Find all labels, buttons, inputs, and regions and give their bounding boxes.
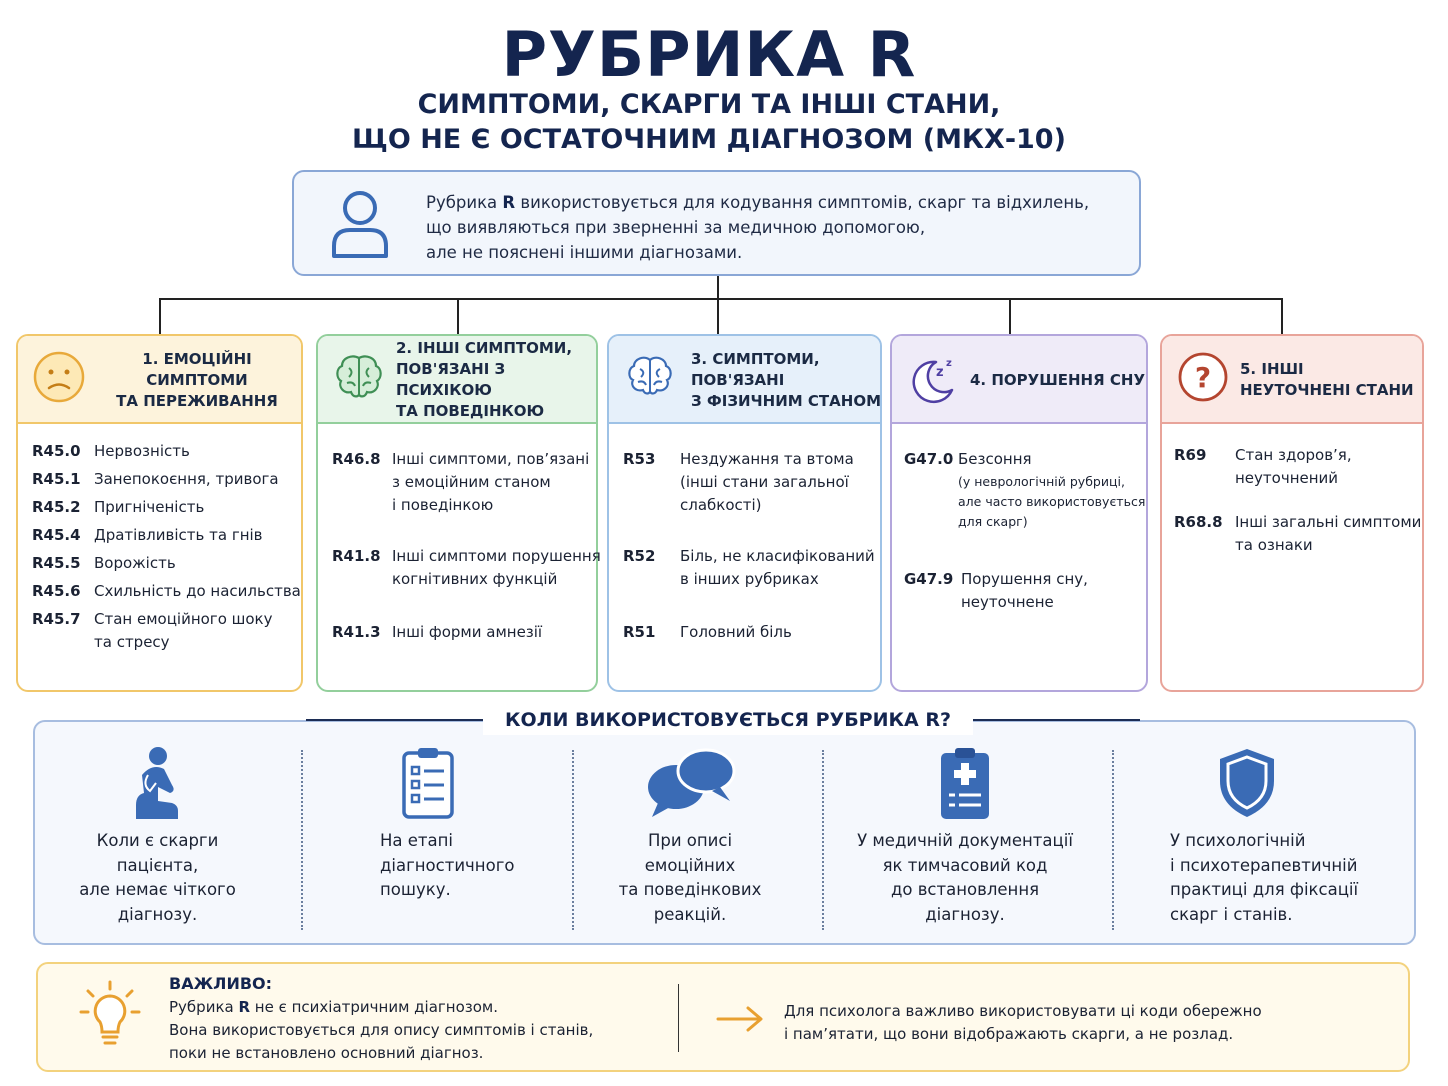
code: R41.8 [332,547,381,565]
category-title-2-line3: ТА ПОВЕДІНКОЮ [396,402,545,420]
important-prefix: Рубрика [169,998,239,1016]
code-desc: Інші загальні симптоми [1235,513,1422,531]
lightbulb-icon [78,980,142,1052]
important-line3: поки не встановлено основний діагноз. [169,1044,484,1062]
category-card-4 [890,334,1148,692]
tree-branch-4 [1009,298,1011,336]
when-line: діагностичного [380,855,515,875]
tree-branch-2 [457,298,459,336]
code-desc-cont: неуточнене [961,593,1054,611]
important-text [169,996,593,1065]
code-desc-cont: з емоційним станом [392,473,551,491]
category-title-1 [94,336,300,424]
when-line: У психологічній [1170,831,1306,850]
code-desc: Занепокоєння, тривога [94,470,279,488]
when-line: до встановлення [890,880,1040,899]
important-line2: Вона використовується для опису симптомів і станів, [169,1021,594,1039]
when-line: пошуку. [380,880,451,899]
code-desc-cont: слабкості) [680,496,762,514]
when-line: та поведінкових [618,880,762,899]
category-header-2 [318,336,596,424]
code-desc: Стан здоров’я, [1235,446,1352,464]
category-title-2 [396,336,596,424]
category-header-3 [609,336,880,424]
important-suffix: не є психіатричним діагнозом. [250,998,498,1016]
divider [822,750,824,930]
tree-branch-1 [159,298,161,334]
code-desc: Стан емоційного шоку [94,610,273,628]
when-line: діагнозу. [117,904,198,924]
when-item-5-text [1150,829,1375,927]
medical-clipboard-icon [935,745,995,821]
intro-box [292,170,1141,276]
code-desc: Порушення сну, [961,570,1088,588]
when-title-rule-left [306,719,486,721]
when-line: реакцій. [653,904,727,924]
when-line: При описі [647,831,733,850]
intro-text [426,190,1089,265]
code-desc: Інші форми амнезії [392,623,543,641]
category-title-1-line2: ТА ПЕРЕЖИВАННЯ [116,391,278,410]
shield-icon [1216,745,1278,821]
code: R41.3 [332,623,381,641]
category-header-5 [1162,336,1422,424]
sad-face-icon [32,350,86,404]
code-desc: Інші симптоми, пов’язані [392,450,590,468]
code-desc: Біль, не класифікований [680,547,875,565]
category-title-1-line1: 1. ЕМОЦІЙНІ СИМПТОМИ [142,349,252,389]
category-header-4 [892,336,1146,424]
category-title-3-line1: 3. СИМПТОМИ, [691,349,820,368]
code: R69 [1174,446,1207,464]
when-line: як тимчасовий код [882,855,1048,875]
when-line: У медичній документації [857,831,1073,850]
sad-person-icon [128,745,188,821]
category-card-5 [1160,334,1424,692]
category-title-2-line1: 2. ІНШІ СИМПТОМИ, [396,339,573,357]
intro-bold: R [502,193,516,212]
when-item-2-text [360,829,535,903]
when-line: і психотерапевтичній [1170,855,1358,875]
code: R51 [623,623,656,641]
brain-outline-icon [623,350,677,404]
when-title: КОЛИ ВИКОРИСТОВУЄТЬСЯ РУБРИКА R? [483,709,973,735]
category-title-4 [970,336,1146,424]
when-line: На етапі [380,831,454,850]
page-title: РУБРИКА R [501,18,917,91]
category-title-3-line2: ПОВ'ЯЗАНІ [691,370,785,389]
chat-bubbles-icon [642,745,738,821]
code: R45.6 [32,582,81,600]
category-title-3 [691,336,881,424]
code-desc: Інші симптоми порушення [392,547,601,565]
important-divider [678,984,679,1052]
code-desc-cont: (інші стани загальної [680,473,849,491]
when-title-rule-right [972,719,1140,721]
important-right-line2: і пам’ятати, що вони відображають скарги, а не розлад. [784,1025,1234,1043]
when-item-2 [360,745,535,903]
when-item-3-text [592,829,788,927]
svg-text:z: z [936,365,944,380]
code-desc-cont: і поведінкою [392,496,494,514]
tree-trunk [717,276,719,300]
code-note: (у неврологічній рубриці, [958,474,1125,489]
important-bold: R [238,998,251,1016]
code-note: але часто використовується [958,494,1146,509]
divider [301,750,303,930]
when-item-4 [845,745,1085,927]
code: R53 [623,450,656,468]
code-desc-cont: та стресу [94,633,170,651]
when-line: практиці для фіксації [1170,880,1359,899]
code: R45.5 [32,554,81,572]
svg-text:z: z [946,358,952,369]
code-desc: Пригніченість [94,498,205,516]
intro-line3: але не пояснені іншими діагнозами. [426,243,743,262]
category-card-2 [316,334,601,692]
moon-sleep-icon [906,350,960,404]
when-line: емоційних [644,855,736,875]
when-item-1-text [50,829,265,927]
intro-line2: що виявляються при зверненні за медичною допомогою, [426,218,926,237]
code-desc: Нездужання та втома [680,450,854,468]
page-subtitle-line2: ЩО НЕ Є ОСТАТОЧНИМ ДІАГНОЗОМ (МКХ-10) [352,124,1066,155]
code: G47.0 [904,450,954,468]
code: R52 [623,547,656,565]
brain-icon [332,350,386,404]
category-card-1 [16,334,303,692]
when-line: діагнозу. [925,904,1005,924]
code: R45.1 [32,470,81,488]
important-right-line1: Для психолога важливо використовувати ці коди обережно [784,1002,1262,1020]
when-item-4-text [845,829,1085,927]
when-line: Коли є скарги [96,831,219,850]
svg-text:?: ? [1194,361,1212,394]
question-icon [1176,350,1230,404]
code: G47.9 [904,570,954,588]
code: R45.0 [32,442,81,460]
arrow-right-icon [716,1006,764,1032]
page-subtitle-line1: СИМПТОМИ, СКАРГИ ТА ІНШІ СТАНИ, [417,89,1001,120]
category-header-1 [18,336,301,424]
code-desc: Нервозність [94,442,190,460]
important-right-text [784,1000,1262,1046]
code: R45.2 [32,498,81,516]
code-desc-cont: в інших рубриках [680,570,819,588]
code: R45.7 [32,610,81,628]
code-desc: Дратівливість та гнів [94,526,263,544]
category-title-4-line1: 4. ПОРУШЕННЯ СНУ [970,370,1146,389]
important-box [36,962,1410,1072]
code-desc-cont: когнітивних функцій [392,570,558,588]
code: R46.8 [332,450,381,468]
category-title-5-line1: 5. ІНШІ [1240,360,1304,378]
tree-branch-5 [1281,298,1283,336]
code-note: для скарг) [958,514,1028,529]
code-desc: Головний біль [680,623,792,641]
code: R68.8 [1174,513,1223,531]
category-title-5 [1240,336,1422,424]
tree-bar [159,298,1283,300]
divider [1112,750,1114,930]
code-desc: Безсоння [958,450,1032,468]
intro-suffix: використовується для кодування симптомів, скарг та відхилень, [515,193,1090,212]
category-title-2-line2: ПОВ'ЯЗАНІ З ПСИХІКОЮ [396,360,506,399]
divider [572,750,574,930]
checklist-icon [398,745,458,821]
person-icon [328,188,392,260]
code: R45.4 [32,526,81,544]
tree-branch-3 [717,298,719,336]
when-line: пацієнта, [116,855,199,875]
code-desc-cont: та ознаки [1235,536,1313,554]
intro-prefix: Рубрика [426,193,503,212]
category-card-3 [607,334,882,692]
category-title-5-line2: НЕУТОЧНЕНІ СТАНИ [1240,381,1414,399]
when-item-5 [1150,745,1375,927]
when-line: скарг і станів. [1170,904,1293,924]
when-item-3 [592,745,788,927]
code-desc: Схильність до насильства [94,582,301,600]
code-desc: Ворожість [94,554,176,572]
important-heading: ВАЖЛИВО: [169,974,273,993]
category-title-3-line3: З ФІЗИЧНИМ СТАНОМ [691,391,882,410]
when-item-1 [50,745,265,927]
when-line: але немає чіткого [79,880,236,899]
code-desc-cont: неуточнений [1235,469,1339,487]
